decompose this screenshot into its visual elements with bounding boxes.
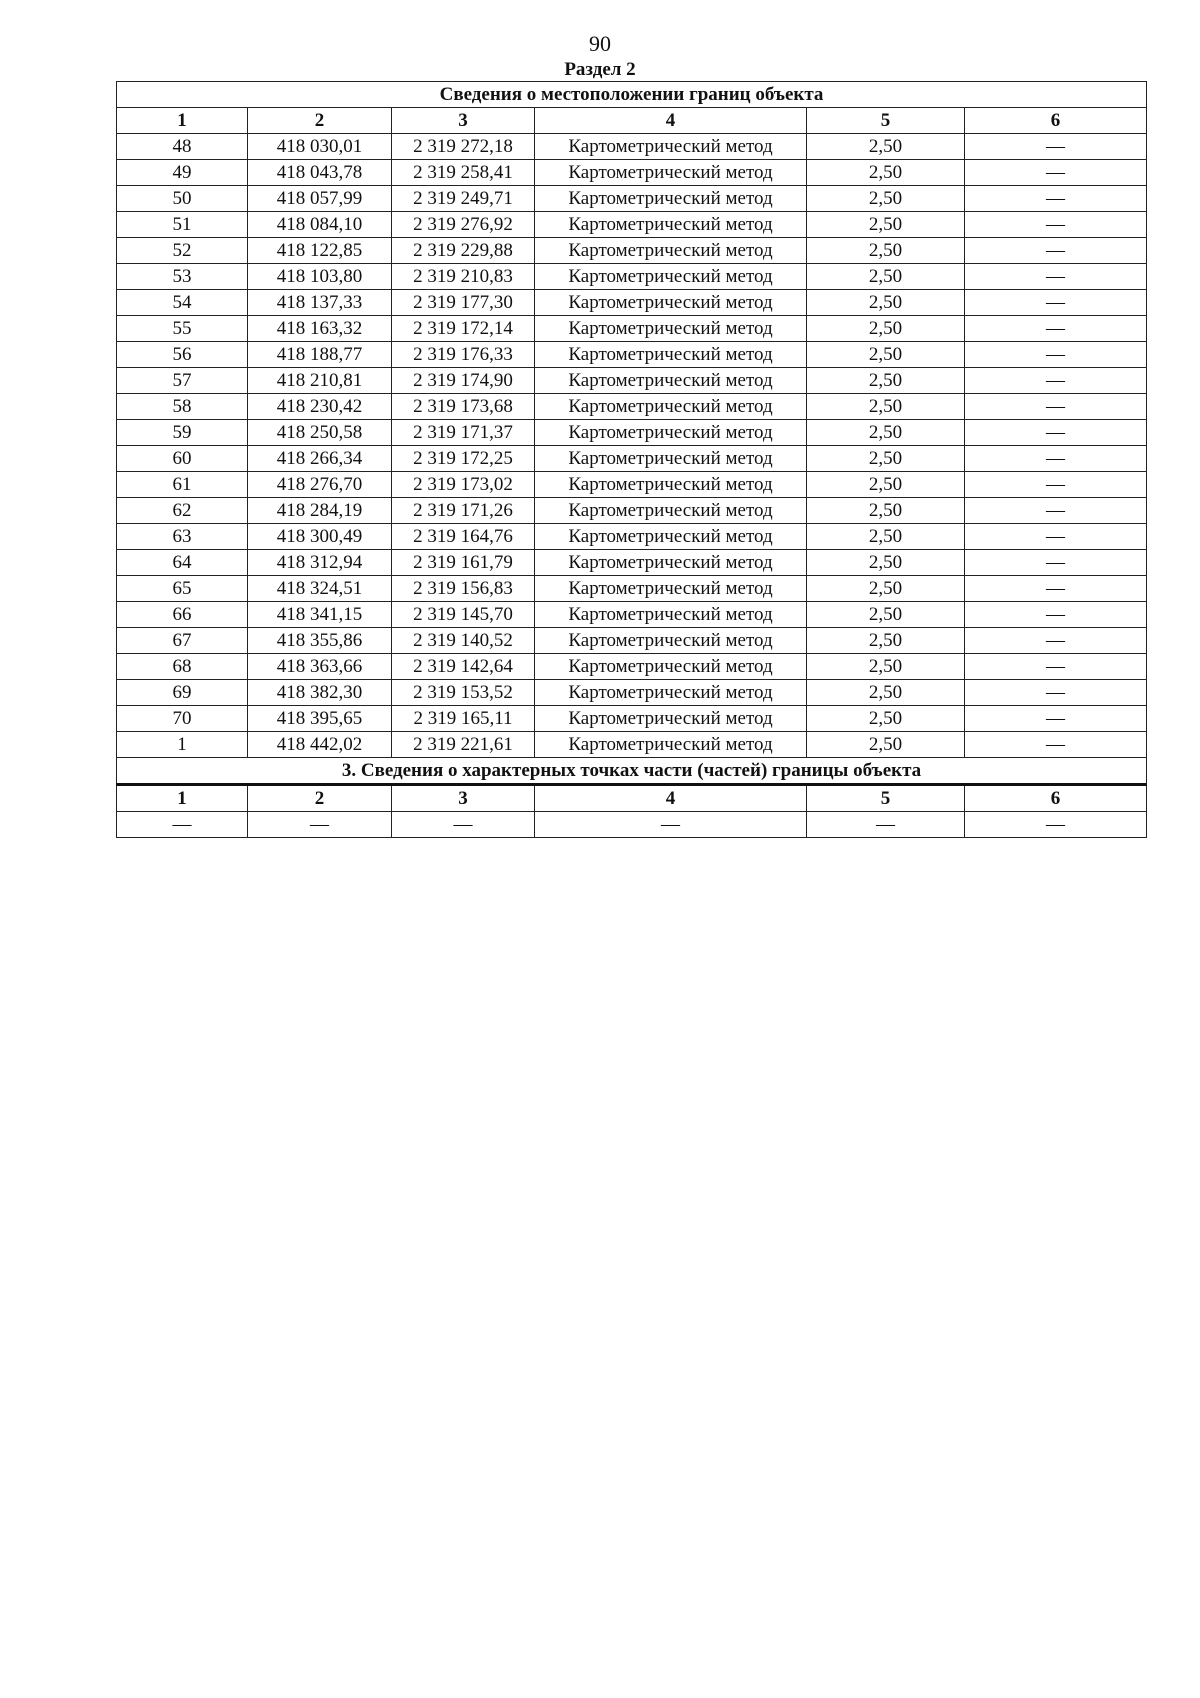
table-cell: 2,50 bbox=[807, 576, 965, 602]
table-cell: 61 bbox=[117, 472, 248, 498]
table-cell: 2,50 bbox=[807, 160, 965, 186]
table-cell: 69 bbox=[117, 680, 248, 706]
table-cell: 418 442,02 bbox=[248, 732, 392, 758]
table-row bbox=[117, 212, 1147, 238]
table-cell: 2 319 229,88 bbox=[392, 238, 535, 264]
table-cell: Картометрический метод bbox=[535, 134, 807, 160]
table-cell: — bbox=[965, 550, 1147, 576]
table-row bbox=[117, 550, 1147, 576]
table-row bbox=[117, 628, 1147, 654]
table-cell: 2 319 210,83 bbox=[392, 264, 535, 290]
table-cell: 418 057,99 bbox=[248, 186, 392, 212]
table-cell: 418 276,70 bbox=[248, 472, 392, 498]
table-row bbox=[117, 446, 1147, 472]
table-cell: 2,50 bbox=[807, 134, 965, 160]
table-cell: 418 137,33 bbox=[248, 290, 392, 316]
table-cell: 2,50 bbox=[807, 680, 965, 706]
table-cell: 68 bbox=[117, 654, 248, 680]
table-cell: Картометрический метод bbox=[535, 264, 807, 290]
table-row bbox=[117, 134, 1147, 160]
table-cell: 2,50 bbox=[807, 732, 965, 758]
table-row bbox=[117, 654, 1147, 680]
table-cell: Картометрический метод bbox=[535, 576, 807, 602]
table-cell: Картометрический метод bbox=[535, 498, 807, 524]
table-cell: 418 188,77 bbox=[248, 342, 392, 368]
table-cell: 418 250,58 bbox=[248, 420, 392, 446]
table-row bbox=[117, 238, 1147, 264]
table-cell: 2,50 bbox=[807, 212, 965, 238]
table-cell: 58 bbox=[117, 394, 248, 420]
table-row bbox=[117, 394, 1147, 420]
table-cell: — bbox=[392, 812, 535, 838]
table-cell: Картометрический метод bbox=[535, 420, 807, 446]
table-cell: 54 bbox=[117, 290, 248, 316]
table-cell: 2 319 171,37 bbox=[392, 420, 535, 446]
table-cell: — bbox=[965, 576, 1147, 602]
table-cell: — bbox=[965, 160, 1147, 186]
table-cell: 2 319 272,18 bbox=[392, 134, 535, 160]
table-row bbox=[117, 160, 1147, 186]
table-row bbox=[117, 420, 1147, 446]
table-cell: 2 319 276,92 bbox=[392, 212, 535, 238]
subsection-header-row bbox=[117, 785, 1147, 812]
table-cell: — bbox=[965, 394, 1147, 420]
table-cell: 2,50 bbox=[807, 316, 965, 342]
table-cell: 418 312,94 bbox=[248, 550, 392, 576]
column-header: 4 bbox=[535, 108, 807, 134]
table-cell: 418 355,86 bbox=[248, 628, 392, 654]
table-cell: Картометрический метод bbox=[535, 290, 807, 316]
table-cell: 2,50 bbox=[807, 524, 965, 550]
column-header: 1 bbox=[117, 785, 248, 812]
page-number: 90 bbox=[589, 31, 611, 56]
table-cell: Картометрический метод bbox=[535, 472, 807, 498]
table-cell: Картометрический метод bbox=[535, 550, 807, 576]
column-header: 3 bbox=[392, 108, 535, 134]
table-cell: 2 319 173,02 bbox=[392, 472, 535, 498]
table-cell: Картометрический метод bbox=[535, 186, 807, 212]
table-cell: 2,50 bbox=[807, 290, 965, 316]
table-cell: 2,50 bbox=[807, 394, 965, 420]
table-cell: 2,50 bbox=[807, 550, 965, 576]
table-cell: 67 bbox=[117, 628, 248, 654]
table-cell: — bbox=[807, 812, 965, 838]
table-cell: — bbox=[965, 342, 1147, 368]
table-cell: — bbox=[965, 212, 1147, 238]
table-cell: 2 319 140,52 bbox=[392, 628, 535, 654]
table-cell: 418 324,51 bbox=[248, 576, 392, 602]
table-cell: 2,50 bbox=[807, 342, 965, 368]
table-cell: 418 084,10 bbox=[248, 212, 392, 238]
table-row bbox=[117, 680, 1147, 706]
table-cell: Картометрический метод bbox=[535, 160, 807, 186]
table-cell: 53 bbox=[117, 264, 248, 290]
table-cell: Картометрический метод bbox=[535, 628, 807, 654]
table-cell: Картометрический метод bbox=[535, 524, 807, 550]
table-cell: — bbox=[965, 368, 1147, 394]
section-title: Раздел 2 bbox=[564, 59, 636, 80]
table-row bbox=[117, 576, 1147, 602]
table-row bbox=[117, 524, 1147, 550]
table-cell: 65 bbox=[117, 576, 248, 602]
table-cell: 49 bbox=[117, 160, 248, 186]
table-row bbox=[117, 316, 1147, 342]
table-cell: 2,50 bbox=[807, 446, 965, 472]
table-cell: — bbox=[965, 498, 1147, 524]
table-cell: 418 300,49 bbox=[248, 524, 392, 550]
table-cell: 63 bbox=[117, 524, 248, 550]
table-cell: 2 319 173,68 bbox=[392, 394, 535, 420]
column-header: 3 bbox=[392, 785, 535, 812]
table-cell: 418 122,85 bbox=[248, 238, 392, 264]
table-cell: 418 210,81 bbox=[248, 368, 392, 394]
table-cell: 2 319 156,83 bbox=[392, 576, 535, 602]
table-cell: 2 319 258,41 bbox=[392, 160, 535, 186]
table-cell: 2,50 bbox=[807, 420, 965, 446]
table-cell: 418 266,34 bbox=[248, 446, 392, 472]
table-cell: 2 319 165,11 bbox=[392, 706, 535, 732]
table-cell: 2,50 bbox=[807, 238, 965, 264]
column-header: 5 bbox=[807, 108, 965, 134]
table-cell: 418 230,42 bbox=[248, 394, 392, 420]
table-cell: 418 043,78 bbox=[248, 160, 392, 186]
table-cell: — bbox=[965, 446, 1147, 472]
table-cell: 60 bbox=[117, 446, 248, 472]
table-cell: — bbox=[965, 472, 1147, 498]
table-cell: 2,50 bbox=[807, 186, 965, 212]
table-row bbox=[117, 602, 1147, 628]
table-cell: 2 319 177,30 bbox=[392, 290, 535, 316]
table-cell: 57 bbox=[117, 368, 248, 394]
table-cell: — bbox=[965, 524, 1147, 550]
table-cell: — bbox=[965, 680, 1147, 706]
table-cell: Картометрический метод bbox=[535, 394, 807, 420]
table-cell: Картометрический метод bbox=[535, 732, 807, 758]
table-title-row bbox=[117, 82, 1147, 108]
table-cell: 2,50 bbox=[807, 706, 965, 732]
table-row bbox=[117, 498, 1147, 524]
table-cell: 64 bbox=[117, 550, 248, 576]
table-cell: 2 319 171,26 bbox=[392, 498, 535, 524]
table-cell: Картометрический метод bbox=[535, 706, 807, 732]
table-row bbox=[117, 368, 1147, 394]
table-cell: 2 319 161,79 bbox=[392, 550, 535, 576]
boundary-table-body bbox=[117, 82, 1147, 838]
table-cell: 2 319 153,52 bbox=[392, 680, 535, 706]
table-row bbox=[117, 290, 1147, 316]
table-row bbox=[117, 706, 1147, 732]
table-cell: — bbox=[965, 134, 1147, 160]
table-row bbox=[117, 186, 1147, 212]
column-header: 2 bbox=[248, 785, 392, 812]
table-cell: — bbox=[535, 812, 807, 838]
table-cell: 418 284,19 bbox=[248, 498, 392, 524]
table-cell: 2,50 bbox=[807, 264, 965, 290]
table-cell: 2 319 221,61 bbox=[392, 732, 535, 758]
table-cell: 2,50 bbox=[807, 628, 965, 654]
table-cell: 50 bbox=[117, 186, 248, 212]
subsection-row bbox=[117, 812, 1147, 838]
table-cell: Картометрический метод bbox=[535, 602, 807, 628]
column-header: 4 bbox=[535, 785, 807, 812]
table-cell: 2,50 bbox=[807, 472, 965, 498]
table-cell: Картометрический метод bbox=[535, 342, 807, 368]
table-cell: — bbox=[965, 264, 1147, 290]
table-cell: 418 030,01 bbox=[248, 134, 392, 160]
table-cell: — bbox=[965, 420, 1147, 446]
boundary-table bbox=[116, 81, 1147, 838]
table-cell: 2 319 174,90 bbox=[392, 368, 535, 394]
column-header: 6 bbox=[965, 785, 1147, 812]
table-cell: — bbox=[965, 290, 1147, 316]
table-cell: Картометрический метод bbox=[535, 680, 807, 706]
table-cell: 418 103,80 bbox=[248, 264, 392, 290]
table-cell: 418 341,15 bbox=[248, 602, 392, 628]
table-cell: 66 bbox=[117, 602, 248, 628]
table-cell: — bbox=[965, 316, 1147, 342]
column-header: 1 bbox=[117, 108, 248, 134]
column-header: 2 bbox=[248, 108, 392, 134]
table-cell: — bbox=[965, 238, 1147, 264]
table-cell: — bbox=[965, 706, 1147, 732]
table-cell: — bbox=[117, 812, 248, 838]
table-row bbox=[117, 264, 1147, 290]
table-cell: 2 319 142,64 bbox=[392, 654, 535, 680]
table-cell: 2,50 bbox=[807, 498, 965, 524]
table-cell: — bbox=[965, 602, 1147, 628]
table-cell: 418 382,30 bbox=[248, 680, 392, 706]
table-cell: 62 bbox=[117, 498, 248, 524]
column-header: 5 bbox=[807, 785, 965, 812]
table-cell: — bbox=[965, 732, 1147, 758]
table-cell: Картометрический метод bbox=[535, 654, 807, 680]
table-cell: 2 319 145,70 bbox=[392, 602, 535, 628]
table-row bbox=[117, 732, 1147, 758]
table-cell: — bbox=[248, 812, 392, 838]
table-cell: — bbox=[965, 812, 1147, 838]
table-cell: — bbox=[965, 654, 1147, 680]
column-header: 6 bbox=[965, 108, 1147, 134]
table-title-row-cell: Сведения о местоположении границ объекта bbox=[117, 82, 1147, 108]
table-cell: — bbox=[965, 186, 1147, 212]
table-cell: — bbox=[965, 628, 1147, 654]
table-cell: 2 319 172,25 bbox=[392, 446, 535, 472]
table-cell: 48 bbox=[117, 134, 248, 160]
table-cell: 52 bbox=[117, 238, 248, 264]
table-cell: Картометрический метод bbox=[535, 446, 807, 472]
table-cell: Картометрический метод bbox=[535, 368, 807, 394]
subsection-title-row bbox=[117, 758, 1147, 785]
table-row bbox=[117, 342, 1147, 368]
table-row bbox=[117, 472, 1147, 498]
table-cell: 418 395,65 bbox=[248, 706, 392, 732]
table-cell: 2,50 bbox=[807, 602, 965, 628]
table-cell: Картометрический метод bbox=[535, 212, 807, 238]
table-cell: 2 319 172,14 bbox=[392, 316, 535, 342]
subsection-title-row-cell: 3. Сведения о характерных точках части (частей) границы объекта bbox=[117, 758, 1147, 785]
table-cell: 59 bbox=[117, 420, 248, 446]
table-cell: 2,50 bbox=[807, 368, 965, 394]
table-cell: 1 bbox=[117, 732, 248, 758]
table-cell: Картометрический метод bbox=[535, 316, 807, 342]
table-cell: 2 319 164,76 bbox=[392, 524, 535, 550]
table-cell: 418 163,32 bbox=[248, 316, 392, 342]
table-cell: 51 bbox=[117, 212, 248, 238]
table-cell: 56 bbox=[117, 342, 248, 368]
table-cell: 55 bbox=[117, 316, 248, 342]
table-cell: 2 319 176,33 bbox=[392, 342, 535, 368]
table-cell: Картометрический метод bbox=[535, 238, 807, 264]
table-header-row bbox=[117, 108, 1147, 134]
table-cell: 70 bbox=[117, 706, 248, 732]
table-cell: 418 363,66 bbox=[248, 654, 392, 680]
table-cell: 2,50 bbox=[807, 654, 965, 680]
table-cell: 2 319 249,71 bbox=[392, 186, 535, 212]
